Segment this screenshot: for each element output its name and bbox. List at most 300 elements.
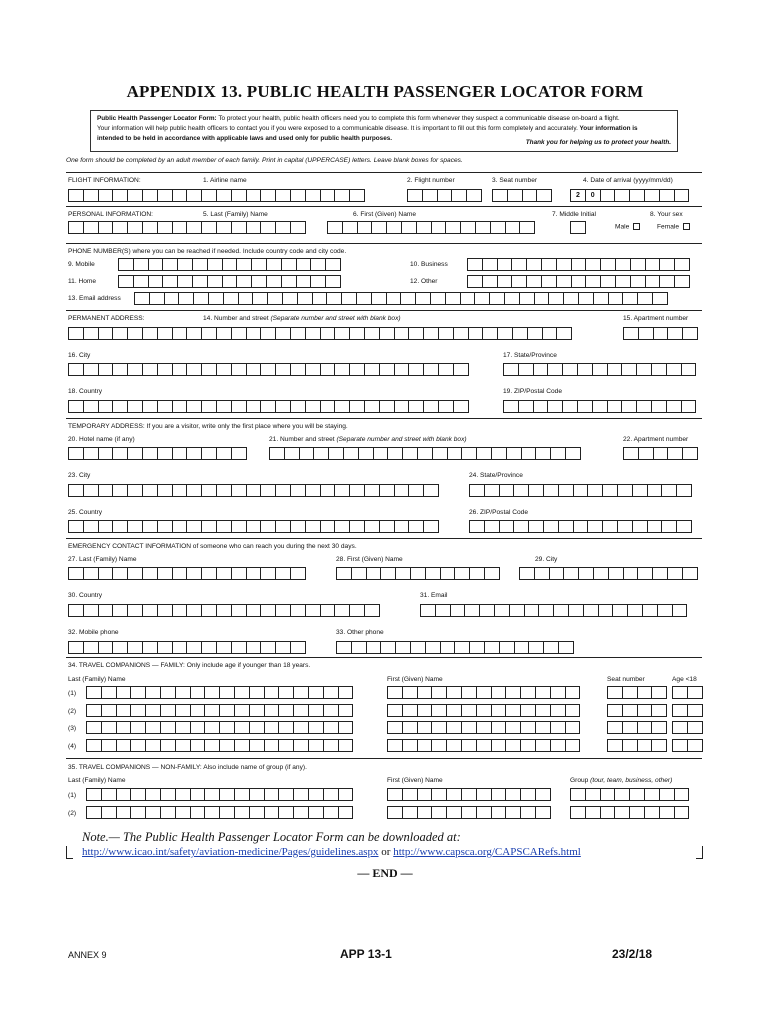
char-box[interactable] <box>622 704 638 717</box>
char-box[interactable] <box>275 400 291 413</box>
char-box[interactable] <box>585 788 601 801</box>
char-box[interactable] <box>83 520 99 533</box>
char-box[interactable] <box>535 806 551 819</box>
emergency-country-boxes[interactable] <box>68 604 379 617</box>
char-box[interactable] <box>615 275 631 288</box>
char-box[interactable] <box>681 400 697 413</box>
char-box[interactable] <box>246 327 262 340</box>
char-box[interactable] <box>401 221 417 234</box>
char-box[interactable] <box>607 721 623 734</box>
char-box[interactable] <box>536 189 552 202</box>
char-box[interactable] <box>482 275 498 288</box>
char-box[interactable] <box>454 567 470 580</box>
char-box[interactable] <box>323 704 339 717</box>
char-box[interactable] <box>499 484 515 497</box>
char-box[interactable] <box>667 327 683 340</box>
char-box[interactable] <box>592 363 608 376</box>
char-box[interactable] <box>387 788 403 801</box>
char-box[interactable] <box>338 704 354 717</box>
char-box[interactable] <box>86 739 102 752</box>
char-box[interactable] <box>445 221 461 234</box>
char-box[interactable] <box>402 704 418 717</box>
char-box[interactable] <box>349 484 365 497</box>
char-box[interactable] <box>234 686 250 699</box>
nonfamily-row-1-first[interactable] <box>387 788 550 801</box>
char-box[interactable] <box>246 189 262 202</box>
char-box[interactable] <box>638 447 654 460</box>
char-box[interactable] <box>672 739 688 752</box>
char-box[interactable] <box>571 258 587 271</box>
char-box[interactable] <box>216 363 232 376</box>
char-box[interactable] <box>264 806 280 819</box>
char-box[interactable] <box>446 686 462 699</box>
char-box[interactable] <box>278 739 294 752</box>
family-row-2-age[interactable] <box>672 704 702 717</box>
char-box[interactable] <box>83 221 99 234</box>
char-box[interactable] <box>157 221 173 234</box>
char-box[interactable] <box>186 327 202 340</box>
char-box[interactable] <box>130 686 146 699</box>
char-box[interactable] <box>186 221 202 234</box>
char-box[interactable] <box>338 721 354 734</box>
char-box[interactable] <box>112 567 128 580</box>
char-box[interactable] <box>570 806 586 819</box>
char-box[interactable] <box>592 400 608 413</box>
char-box[interactable] <box>438 400 454 413</box>
char-box[interactable] <box>637 721 653 734</box>
char-box[interactable] <box>446 721 462 734</box>
char-box[interactable] <box>334 520 350 533</box>
char-box[interactable] <box>453 400 469 413</box>
char-box[interactable] <box>142 447 158 460</box>
sex-male-option[interactable] <box>615 223 640 230</box>
char-box[interactable] <box>371 292 387 305</box>
char-box[interactable] <box>593 292 609 305</box>
char-box[interactable] <box>550 686 566 699</box>
char-box[interactable] <box>585 275 601 288</box>
char-box[interactable] <box>231 484 247 497</box>
char-box[interactable] <box>653 447 669 460</box>
char-box[interactable] <box>305 520 321 533</box>
char-box[interactable] <box>380 641 396 654</box>
char-box[interactable] <box>461 788 477 801</box>
char-box[interactable] <box>305 189 321 202</box>
char-box[interactable] <box>431 221 447 234</box>
char-box[interactable] <box>275 520 291 533</box>
char-box[interactable] <box>491 686 507 699</box>
char-box[interactable] <box>358 447 374 460</box>
char-box[interactable] <box>632 484 648 497</box>
char-box[interactable] <box>216 189 232 202</box>
nonfamily-row-2-group[interactable] <box>570 806 688 819</box>
char-box[interactable] <box>349 604 365 617</box>
char-box[interactable] <box>172 641 188 654</box>
char-box[interactable] <box>607 704 623 717</box>
char-box[interactable] <box>83 447 99 460</box>
char-box[interactable] <box>207 258 223 271</box>
char-box[interactable] <box>651 686 667 699</box>
char-box[interactable] <box>607 363 623 376</box>
char-box[interactable] <box>68 567 84 580</box>
char-box[interactable] <box>577 400 593 413</box>
char-box[interactable] <box>162 275 178 288</box>
char-box[interactable] <box>454 641 470 654</box>
char-box[interactable] <box>127 189 143 202</box>
char-box[interactable] <box>431 806 447 819</box>
char-box[interactable] <box>608 567 624 580</box>
char-box[interactable] <box>535 447 551 460</box>
char-box[interactable] <box>476 447 492 460</box>
char-box[interactable] <box>101 806 117 819</box>
char-box[interactable] <box>467 275 483 288</box>
char-box[interactable] <box>305 484 321 497</box>
char-box[interactable] <box>661 520 677 533</box>
char-box[interactable] <box>68 641 84 654</box>
char-box[interactable] <box>402 447 418 460</box>
char-box[interactable] <box>394 400 410 413</box>
char-box[interactable] <box>520 739 536 752</box>
char-box[interactable] <box>249 686 265 699</box>
char-box[interactable] <box>408 520 424 533</box>
char-box[interactable] <box>535 739 551 752</box>
char-box[interactable] <box>260 221 276 234</box>
char-box[interactable] <box>127 520 143 533</box>
char-box[interactable] <box>578 292 594 305</box>
char-box[interactable] <box>201 189 217 202</box>
char-box[interactable] <box>556 327 572 340</box>
char-box[interactable] <box>160 721 176 734</box>
char-box[interactable] <box>505 704 521 717</box>
family-row-3-age[interactable] <box>672 721 702 734</box>
char-box[interactable] <box>637 739 653 752</box>
char-box[interactable] <box>425 567 441 580</box>
char-box[interactable] <box>423 484 439 497</box>
char-box[interactable] <box>246 641 262 654</box>
char-box[interactable] <box>142 520 158 533</box>
char-box[interactable] <box>543 641 559 654</box>
mobile-boxes[interactable] <box>118 258 340 271</box>
char-box[interactable] <box>357 221 373 234</box>
char-box[interactable] <box>296 258 312 271</box>
char-box[interactable] <box>175 739 191 752</box>
char-box[interactable] <box>476 721 492 734</box>
char-box[interactable] <box>251 258 267 271</box>
char-box[interactable] <box>83 363 99 376</box>
char-box[interactable] <box>68 363 84 376</box>
char-box[interactable] <box>682 327 698 340</box>
char-box[interactable] <box>290 520 306 533</box>
char-box[interactable] <box>659 275 675 288</box>
char-box[interactable] <box>175 704 191 717</box>
char-box[interactable] <box>622 686 638 699</box>
char-box[interactable] <box>130 704 146 717</box>
char-box[interactable] <box>522 189 538 202</box>
char-box[interactable] <box>687 704 703 717</box>
char-box[interactable] <box>687 721 703 734</box>
perm-street-boxes[interactable] <box>68 327 571 340</box>
char-box[interactable] <box>484 520 500 533</box>
char-box[interactable] <box>157 520 173 533</box>
char-box[interactable] <box>431 704 447 717</box>
email-boxes[interactable] <box>134 292 667 305</box>
char-box[interactable] <box>450 604 466 617</box>
char-box[interactable] <box>682 447 698 460</box>
char-box[interactable] <box>116 739 132 752</box>
char-box[interactable] <box>201 484 217 497</box>
char-box[interactable] <box>186 447 202 460</box>
char-box[interactable] <box>172 400 188 413</box>
char-box[interactable] <box>553 604 569 617</box>
char-box[interactable] <box>681 363 697 376</box>
char-box[interactable] <box>231 221 247 234</box>
middle-initial-box[interactable] <box>570 221 585 234</box>
char-box[interactable] <box>290 604 306 617</box>
char-box[interactable] <box>469 641 485 654</box>
char-box[interactable] <box>320 604 336 617</box>
char-box[interactable] <box>175 806 191 819</box>
char-box[interactable] <box>497 258 513 271</box>
char-box[interactable] <box>338 788 354 801</box>
char-box[interactable] <box>160 704 176 717</box>
char-box[interactable] <box>571 275 587 288</box>
char-box[interactable] <box>101 739 117 752</box>
char-box[interactable] <box>505 788 521 801</box>
airline-boxes[interactable] <box>68 189 364 202</box>
char-box[interactable] <box>469 520 485 533</box>
char-box[interactable] <box>264 686 280 699</box>
family-row-4-first[interactable] <box>387 739 579 752</box>
char-box[interactable] <box>422 189 438 202</box>
char-box[interactable] <box>651 363 667 376</box>
char-box[interactable] <box>672 704 688 717</box>
char-box[interactable] <box>402 788 418 801</box>
emergency-first-boxes[interactable] <box>336 567 499 580</box>
char-box[interactable] <box>622 739 638 752</box>
char-box[interactable] <box>251 275 267 288</box>
char-box[interactable] <box>614 788 630 801</box>
char-box[interactable] <box>526 258 542 271</box>
char-box[interactable] <box>504 292 520 305</box>
temp-zip-boxes[interactable] <box>469 520 691 533</box>
family-row-1-last[interactable] <box>86 686 352 699</box>
char-box[interactable] <box>142 363 158 376</box>
char-box[interactable] <box>461 721 477 734</box>
char-box[interactable] <box>583 604 599 617</box>
char-box[interactable] <box>482 327 498 340</box>
char-box[interactable] <box>68 604 84 617</box>
char-box[interactable] <box>408 363 424 376</box>
char-box[interactable] <box>387 721 403 734</box>
char-box[interactable] <box>676 520 692 533</box>
char-box[interactable] <box>435 604 451 617</box>
char-box[interactable] <box>216 484 232 497</box>
char-box[interactable] <box>323 806 339 819</box>
char-box[interactable] <box>172 327 188 340</box>
char-box[interactable] <box>297 292 313 305</box>
char-box[interactable] <box>157 327 173 340</box>
char-box[interactable] <box>607 739 623 752</box>
char-box[interactable] <box>282 292 298 305</box>
char-box[interactable] <box>565 739 581 752</box>
char-box[interactable] <box>134 292 150 305</box>
char-box[interactable] <box>127 221 143 234</box>
char-box[interactable] <box>598 604 614 617</box>
char-box[interactable] <box>290 363 306 376</box>
emergency-last-boxes[interactable] <box>68 567 305 580</box>
char-box[interactable] <box>148 275 164 288</box>
char-box[interactable] <box>386 292 402 305</box>
family-row-3-first[interactable] <box>387 721 579 734</box>
char-box[interactable] <box>172 567 188 580</box>
char-box[interactable] <box>431 788 447 801</box>
char-box[interactable] <box>672 721 688 734</box>
char-box[interactable] <box>190 704 206 717</box>
char-box[interactable] <box>535 721 551 734</box>
char-box[interactable] <box>543 484 559 497</box>
char-box[interactable] <box>264 704 280 717</box>
char-box[interactable] <box>186 484 202 497</box>
char-box[interactable] <box>672 604 688 617</box>
char-box[interactable] <box>533 400 549 413</box>
char-box[interactable] <box>509 604 525 617</box>
char-box[interactable] <box>491 721 507 734</box>
char-box[interactable] <box>659 258 675 271</box>
char-box[interactable] <box>587 484 603 497</box>
char-box[interactable] <box>587 520 603 533</box>
char-box[interactable] <box>447 447 463 460</box>
char-box[interactable] <box>395 567 411 580</box>
char-box[interactable] <box>231 189 247 202</box>
char-box[interactable] <box>130 721 146 734</box>
female-checkbox[interactable] <box>683 223 690 230</box>
char-box[interactable] <box>379 400 395 413</box>
char-box[interactable] <box>484 484 500 497</box>
char-box[interactable] <box>281 275 297 288</box>
char-box[interactable] <box>518 363 534 376</box>
char-box[interactable] <box>647 520 663 533</box>
char-box[interactable] <box>520 686 536 699</box>
char-box[interactable] <box>127 567 143 580</box>
char-box[interactable] <box>305 604 321 617</box>
char-box[interactable] <box>632 520 648 533</box>
char-box[interactable] <box>172 484 188 497</box>
char-box[interactable] <box>499 641 515 654</box>
char-box[interactable] <box>130 806 146 819</box>
char-box[interactable] <box>216 604 232 617</box>
char-box[interactable] <box>513 520 529 533</box>
char-box[interactable] <box>338 739 354 752</box>
char-box[interactable] <box>430 292 446 305</box>
char-box[interactable] <box>193 292 209 305</box>
char-box[interactable] <box>222 275 238 288</box>
char-box[interactable] <box>535 788 551 801</box>
char-box[interactable] <box>98 604 114 617</box>
char-box[interactable] <box>476 788 492 801</box>
char-box[interactable] <box>520 806 536 819</box>
char-box[interactable] <box>98 221 114 234</box>
char-box[interactable] <box>175 686 191 699</box>
char-box[interactable] <box>446 704 462 717</box>
nonfamily-row-2-first[interactable] <box>387 806 550 819</box>
char-box[interactable] <box>432 447 448 460</box>
char-box[interactable] <box>460 221 476 234</box>
char-box[interactable] <box>290 400 306 413</box>
char-box[interactable] <box>568 604 584 617</box>
char-box[interactable] <box>593 567 609 580</box>
char-box[interactable] <box>98 363 114 376</box>
char-box[interactable] <box>142 604 158 617</box>
char-box[interactable] <box>231 567 247 580</box>
char-box[interactable] <box>511 275 527 288</box>
char-box[interactable] <box>423 520 439 533</box>
char-box[interactable] <box>674 275 690 288</box>
char-box[interactable] <box>118 258 134 271</box>
char-box[interactable] <box>558 484 574 497</box>
char-box[interactable] <box>112 189 128 202</box>
char-box[interactable] <box>275 221 291 234</box>
char-box[interactable] <box>293 704 309 717</box>
char-box[interactable] <box>338 806 354 819</box>
char-box[interactable] <box>550 704 566 717</box>
char-box[interactable] <box>528 641 544 654</box>
char-box[interactable] <box>204 686 220 699</box>
family-row-2-seat[interactable] <box>607 704 666 717</box>
char-box[interactable] <box>208 292 224 305</box>
char-box[interactable] <box>336 641 352 654</box>
sex-female-option[interactable] <box>657 223 690 230</box>
char-box[interactable] <box>130 739 146 752</box>
char-box[interactable] <box>83 641 99 654</box>
char-box[interactable] <box>192 258 208 271</box>
char-box[interactable] <box>305 400 321 413</box>
char-box[interactable] <box>142 189 158 202</box>
char-box[interactable] <box>112 400 128 413</box>
char-box[interactable] <box>278 686 294 699</box>
char-box[interactable] <box>425 641 441 654</box>
char-box[interactable] <box>416 221 432 234</box>
char-box[interactable] <box>284 447 300 460</box>
char-box[interactable] <box>550 739 566 752</box>
char-box[interactable] <box>549 567 565 580</box>
char-box[interactable] <box>204 788 220 801</box>
char-box[interactable] <box>68 189 84 202</box>
char-box[interactable] <box>231 641 247 654</box>
char-box[interactable] <box>269 447 285 460</box>
char-box[interactable] <box>600 806 616 819</box>
char-box[interactable] <box>216 221 232 234</box>
char-box[interactable] <box>615 258 631 271</box>
char-box[interactable] <box>334 400 350 413</box>
family-row-2-last[interactable] <box>86 704 352 717</box>
char-box[interactable] <box>186 189 202 202</box>
char-box[interactable] <box>341 292 357 305</box>
char-box[interactable] <box>177 258 193 271</box>
char-box[interactable] <box>380 567 396 580</box>
char-box[interactable] <box>562 363 578 376</box>
char-box[interactable] <box>334 604 350 617</box>
family-row-3-seat[interactable] <box>607 721 666 734</box>
char-box[interactable] <box>469 484 485 497</box>
char-box[interactable] <box>637 567 653 580</box>
char-box[interactable] <box>231 520 247 533</box>
char-box[interactable] <box>157 604 173 617</box>
char-box[interactable] <box>127 327 143 340</box>
char-box[interactable] <box>145 739 161 752</box>
char-box[interactable] <box>234 806 250 819</box>
char-box[interactable] <box>431 739 447 752</box>
char-box[interactable] <box>505 686 521 699</box>
char-box[interactable] <box>408 400 424 413</box>
